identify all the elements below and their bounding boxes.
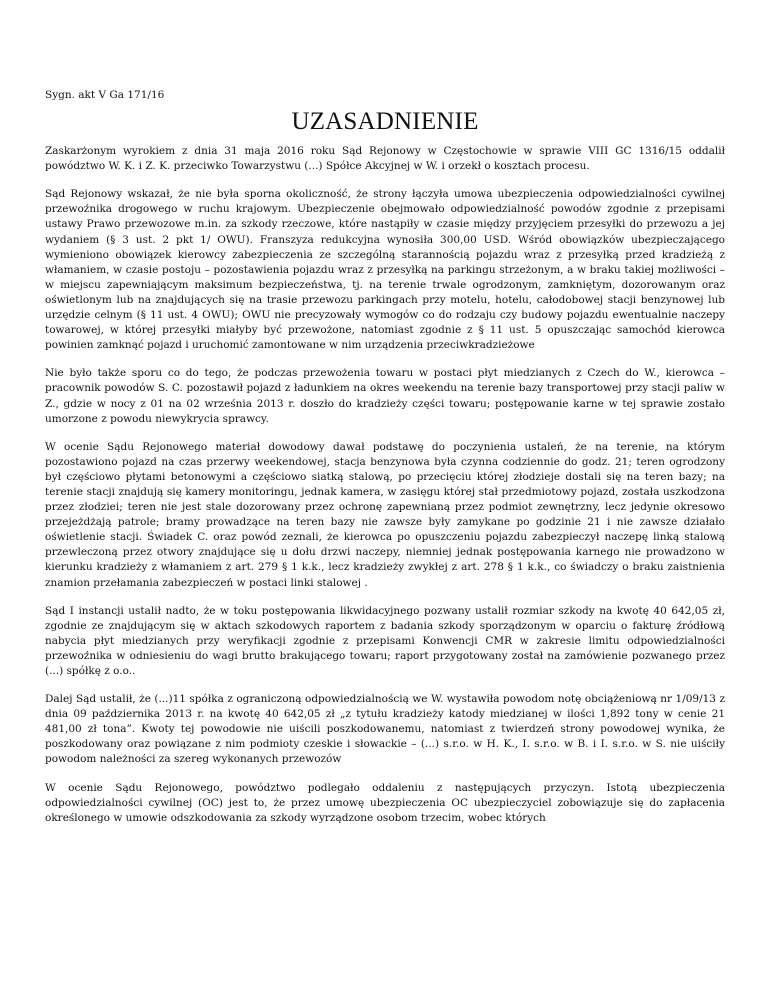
paragraph-4: W ocenie Sądu Rejonowego materiał dowodowy dawał podstawę do poczynienia ustaleń, że na terenie, na którym pozostawiono pojazd na czas przerwy weekendowej, stacja benzynowa była czynna codziennie do godz. 21; teren ogrodzony był częściowo płytami betonowymi a częściowo siatką stalową, po przecięciu której złodzieje dostali się na teren bazy; na terenie stacji znajdują się kamery monitoringu, jednak kamera, w zasięgu której stał przedmiotowy pojazd, została uszkodzona przez złodziei; teren nie jest stale dozorowany przez ochronę zapewnianą przez podmiot zewnętrzny, lecz jedynie okresowo przejeżdżają patrole; bramy prowadzące na teren bazy nie zawsze były zamykane po godzinie 21 i nie zawsze działało oświetlenie stacji. Świadek C. oraz powód zeznali, że kierowca po opuszczeniu pojazdu zabezpieczył naczepę linką stalową przewleczoną przez otwory znajdujące się u dołu drzwi naczepy, niemniej jednak postępowania karnego nie prowadzono w kierunku kradzieży z włamaniem z art. 279 § 1 k.k., lecz kradzieży zwykłej z art. 278 § 1 k.k., co świadczy o braku zaistnienia znamion przełamania zabezpieczeń w postaci linki stalowej . bbox=[45, 440, 725, 589]
paragraph-7: W ocenie Sądu Rejonowego, powództwo podlegało oddaleniu z następujących przyczyn. Istotą ubezpieczenia odpowiedzialności cywilnej (OC) jest to, że przez umowę ubezpieczenia OC ubezpieczyciel zobowiązuje się do zapłacenia określonego w umowie odszkodowania za szkody wyrządzone osobom trzecim, wobec których bbox=[45, 781, 725, 824]
paragraph-3: Nie było także sporu co do tego, że podczas przewożenia towaru w postaci płyt miedzianych z Czech do W., kierowca – pracownik powodów S. C. pozostawił pojazd z ładunkiem na okres weekendu na terenie bazy transportowej przy stacji paliw w Z., gdzie w nocy z 01 na 02 września 2013 r. doszło do kradzieży części towaru; postępowanie karne w tej sprawie zostało umorzone z powodu niewykrycia sprawcy. bbox=[45, 367, 725, 425]
paragraph-6: Dalej Sąd ustalił, że (...)11 spółka z ograniczoną odpowiedzialnością we W. wystawiła powodom notę obciążeniową nr 1/09/13 z dnia 09 października 2013 r. na kwotę 40 642,05 zł „z tytułu kradzieży katody miedzianej w ilości 1,892 tony w cenie 21 481,00 zł tona”. Kwoty tej powodowie nie uiścili poszkodowanemu, natomiast z twierdzeń strony powodowej wynika, że poszkodowany oraz powiązane z nim podmioty czeskie i słowackie – (...) s.r.o. w H. K., I. s.r.o. w B. i I. s.r.o. w S. nie uiściły powodom należności za szereg wykonanych przewozów bbox=[45, 693, 725, 766]
case-signature: Sygn. akt V Ga 171/16 bbox=[45, 89, 165, 101]
document-page bbox=[45, 88, 725, 839]
document-title: UZASADNIENIE bbox=[291, 108, 479, 136]
paragraph-5: Sąd I instancji ustalił nadto, że w toku postępowania likwidacyjnego pozwany ustalił rozmiar szkody na kwotę 40 642,05 zł, zgodnie ze znajdującym się w aktach szkodowych raportem z badania szkody sporządzonym w oparciu o fakturę źródłową nabycia płyt miedzianych przy weryfikacji zgodnie z przepisami Konwencji CMR w zakresie limitu odpowiedzialności przewoźnika w odniesieniu do wagi brutto brakującego towaru; raport przygotowany został na zamówienie pozwanego przez (...) spółkę z o.o.. bbox=[45, 604, 725, 677]
paragraph-2: Sąd Rejonowy wskazał, że nie była sporna okoliczność, że strony łączyła umowa ubezpieczenia odpowiedzialności cywilnej przewoźnika drogowego w ruchu krajowym. Ubezpieczenie obejmowało odpowiedzialność powodów zgodnie z przepisami ustawy Prawo przewozowe m.in. za szkody rzeczowe, które nastąpiły w czasie między przyjęciem przesyłki do przewozu a jej wydaniem (§ 3 ust. 2 pkt 1/ OWU). Franszyza redukcyjna wynosiła 300,00 USD. Wśród obowiązków ubezpieczającego wymieniono obowiązek kierowcy zabezpieczenia ze szczególną starannością pojazdu wraz z przesyłką przed kradzieżą z włamaniem, w czasie postoju – pozostawienia pojazdu wraz z przesyłką na parkingu strzeżonym, a w braku takiej możliwości – w miejscu zapewniającym maksimum bezpieczeństwa, tj. na terenie trwale ogrodzonym, zamkniętym, dozorowanym oraz oświetlonym lub na znajdujących się na trasie przewozu parkingach przy motelu, hotelu, całodobowej stacji benzynowej lub urzędzie celnym (§ 11 ust. 4 OWU); OWU nie precyzowały wymogów co do rodzaju czy budowy pojazdu ewentualnie naczepy towarowej, w której przesyłki miałyby być przewożone, natomiast zgodnie z § 11 ust. 5 opuszczając samochód kierowca powinien zamknąć pojazd i uruchomić zamontowane w nim urządzenia przeciwkradzieżowe bbox=[45, 188, 725, 352]
paragraph-1: Zaskarżonym wyrokiem z dnia 31 maja 2016 roku Sąd Rejonowy w Częstochowie w sprawie VIII GC 1316/15 oddalił powództwo W. K. i Z. K. przeciwko Towarzystwu (...) Spółce Akcyjnej w W. i orzekł o kosztach procesu. bbox=[45, 145, 725, 173]
